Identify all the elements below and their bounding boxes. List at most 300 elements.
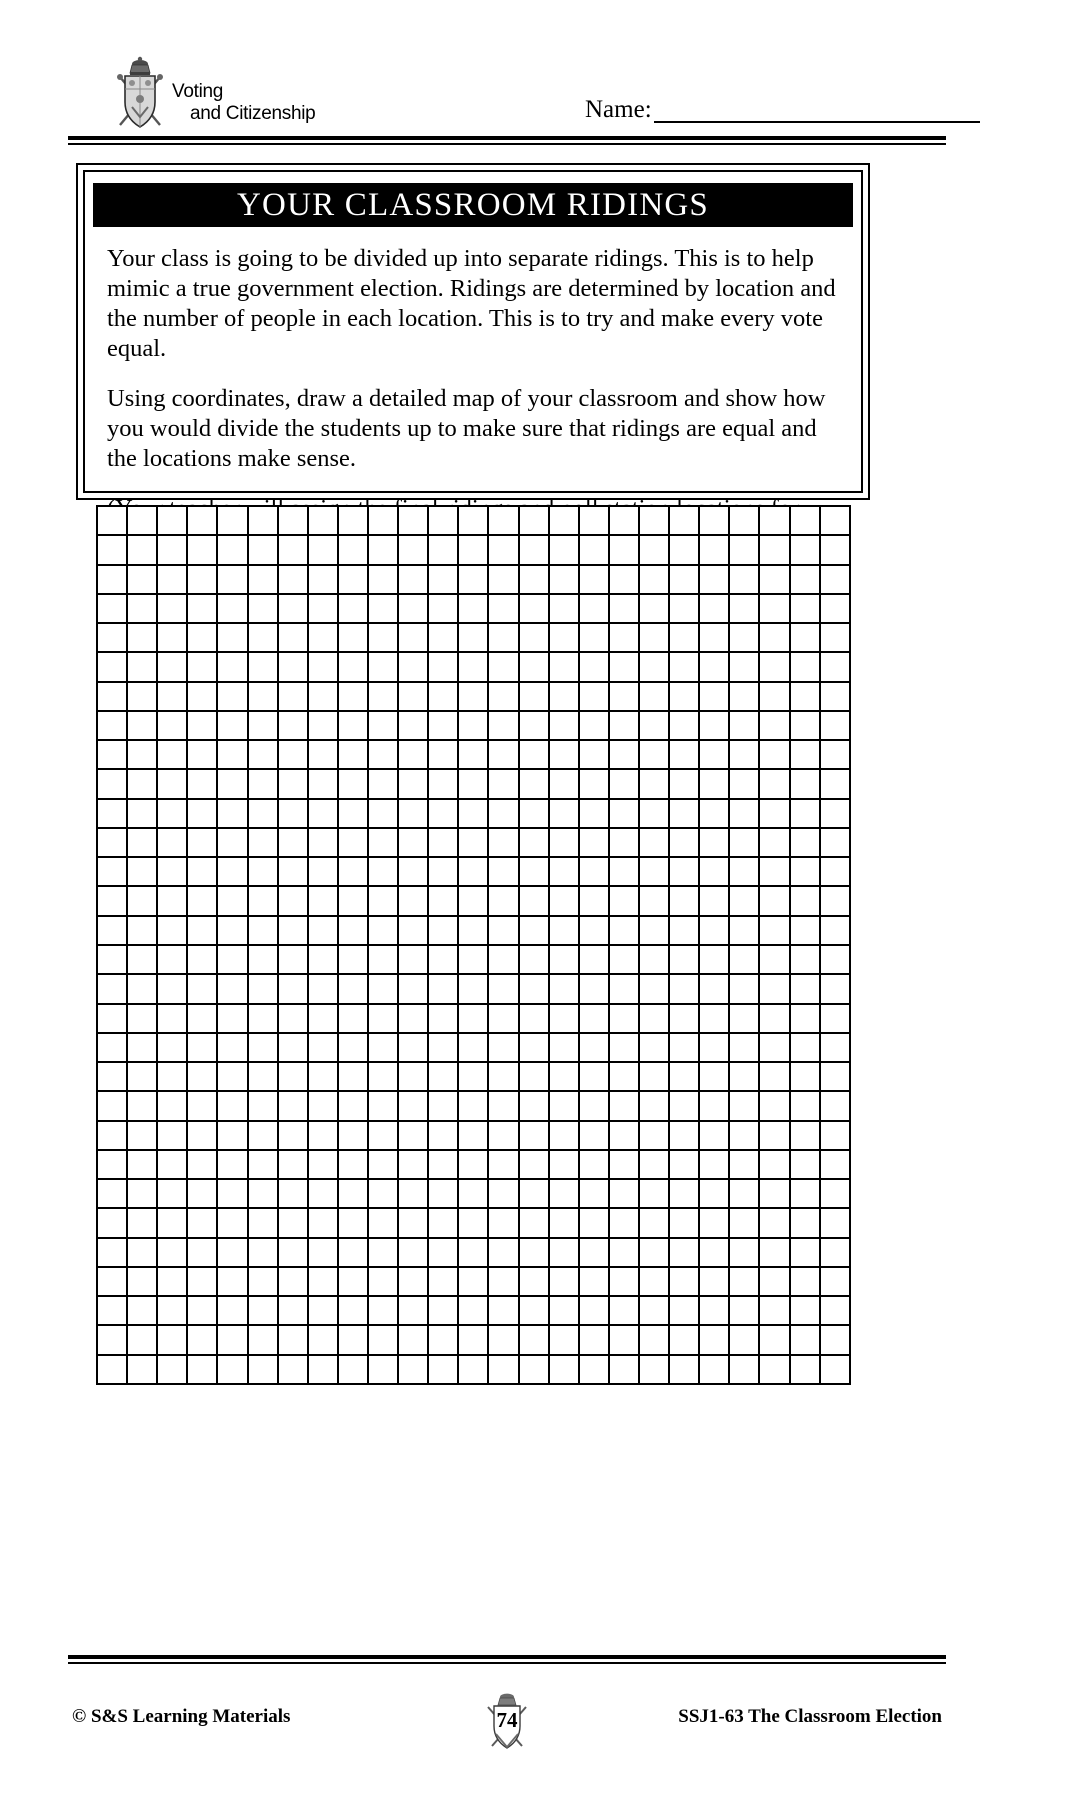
grid-cell[interactable]	[157, 1121, 187, 1150]
grid-cell[interactable]	[519, 799, 549, 828]
grid-cell[interactable]	[579, 799, 609, 828]
grid-cell[interactable]	[278, 769, 308, 798]
grid-cell[interactable]	[820, 828, 850, 857]
grid-cell[interactable]	[579, 857, 609, 886]
grid-cell[interactable]	[248, 740, 278, 769]
grid-cell[interactable]	[428, 1121, 458, 1150]
grid-cell[interactable]	[338, 945, 368, 974]
grid-cell[interactable]	[278, 1179, 308, 1208]
grid-cell[interactable]	[729, 565, 759, 594]
grid-cell[interactable]	[549, 1004, 579, 1033]
grid-cell[interactable]	[820, 857, 850, 886]
grid-cell[interactable]	[157, 857, 187, 886]
grid-cell[interactable]	[278, 1150, 308, 1179]
grid-cell[interactable]	[729, 916, 759, 945]
grid-cell[interactable]	[669, 799, 699, 828]
grid-cell[interactable]	[729, 1033, 759, 1062]
grid-cell[interactable]	[458, 1004, 488, 1033]
grid-cell[interactable]	[97, 916, 127, 945]
grid-cell[interactable]	[579, 1296, 609, 1325]
grid-cell[interactable]	[157, 682, 187, 711]
grid-cell[interactable]	[217, 623, 247, 652]
grid-cell[interactable]	[127, 769, 157, 798]
grid-cell[interactable]	[308, 1238, 338, 1267]
grid-cell[interactable]	[820, 1267, 850, 1296]
grid-cell[interactable]	[278, 1238, 308, 1267]
grid-cell[interactable]	[609, 1208, 639, 1237]
grid-cell[interactable]	[729, 828, 759, 857]
grid-cell[interactable]	[187, 799, 217, 828]
grid-cell[interactable]	[488, 886, 518, 915]
grid-cell[interactable]	[639, 1296, 669, 1325]
grid-cell[interactable]	[549, 1267, 579, 1296]
grid-cell[interactable]	[127, 1121, 157, 1150]
grid-cell[interactable]	[549, 623, 579, 652]
grid-cell[interactable]	[97, 506, 127, 535]
grid-cell[interactable]	[699, 1033, 729, 1062]
grid-cell[interactable]	[308, 652, 338, 681]
grid-cell[interactable]	[217, 1238, 247, 1267]
name-input-line[interactable]	[654, 99, 980, 123]
grid-cell[interactable]	[97, 1150, 127, 1179]
grid-cell[interactable]	[248, 1267, 278, 1296]
grid-cell[interactable]	[458, 1033, 488, 1062]
grid-cell[interactable]	[127, 506, 157, 535]
grid-cell[interactable]	[790, 1062, 820, 1091]
grid-cell[interactable]	[759, 594, 789, 623]
grid-cell[interactable]	[428, 769, 458, 798]
grid-cell[interactable]	[248, 974, 278, 1003]
grid-cell[interactable]	[308, 740, 338, 769]
grid-cell[interactable]	[669, 1267, 699, 1296]
grid-cell[interactable]	[549, 682, 579, 711]
grid-cell[interactable]	[669, 535, 699, 564]
grid-cell[interactable]	[699, 506, 729, 535]
grid-cell[interactable]	[308, 711, 338, 740]
grid-cell[interactable]	[488, 623, 518, 652]
grid-cell[interactable]	[428, 740, 458, 769]
grid-cell[interactable]	[428, 1238, 458, 1267]
grid-cell[interactable]	[97, 1325, 127, 1354]
grid-cell[interactable]	[820, 711, 850, 740]
grid-cell[interactable]	[790, 1267, 820, 1296]
grid-cell[interactable]	[157, 828, 187, 857]
grid-cell[interactable]	[609, 1091, 639, 1120]
grid-cell[interactable]	[127, 945, 157, 974]
grid-cell[interactable]	[428, 1150, 458, 1179]
grid-cell[interactable]	[759, 1004, 789, 1033]
grid-cell[interactable]	[519, 1121, 549, 1150]
grid-cell[interactable]	[97, 1238, 127, 1267]
grid-cell[interactable]	[790, 1150, 820, 1179]
grid-cell[interactable]	[338, 1296, 368, 1325]
grid-cell[interactable]	[368, 1091, 398, 1120]
grid-cell[interactable]	[699, 857, 729, 886]
grid-cell[interactable]	[729, 769, 759, 798]
grid-cell[interactable]	[488, 535, 518, 564]
grid-cell[interactable]	[579, 594, 609, 623]
grid-cell[interactable]	[579, 1091, 609, 1120]
grid-cell[interactable]	[639, 1208, 669, 1237]
grid-cell[interactable]	[398, 1238, 428, 1267]
grid-cell[interactable]	[759, 857, 789, 886]
grid-cell[interactable]	[458, 916, 488, 945]
grid-cell[interactable]	[549, 652, 579, 681]
grid-cell[interactable]	[579, 1325, 609, 1354]
grid-cell[interactable]	[549, 1033, 579, 1062]
grid-cell[interactable]	[519, 711, 549, 740]
grid-cell[interactable]	[278, 594, 308, 623]
grid-cell[interactable]	[338, 506, 368, 535]
grid-cell[interactable]	[609, 769, 639, 798]
grid-cell[interactable]	[669, 916, 699, 945]
grid-cell[interactable]	[729, 1208, 759, 1237]
grid-cell[interactable]	[127, 974, 157, 1003]
grid-cell[interactable]	[519, 1267, 549, 1296]
grid-cell[interactable]	[669, 1062, 699, 1091]
grid-cell[interactable]	[790, 740, 820, 769]
grid-cell[interactable]	[609, 916, 639, 945]
grid-cell[interactable]	[428, 1091, 458, 1120]
grid-cell[interactable]	[639, 652, 669, 681]
grid-cell[interactable]	[488, 1355, 518, 1384]
grid-cell[interactable]	[820, 682, 850, 711]
grid-cell[interactable]	[699, 1238, 729, 1267]
grid-cell[interactable]	[187, 1296, 217, 1325]
grid-cell[interactable]	[699, 1267, 729, 1296]
grid-cell[interactable]	[820, 506, 850, 535]
grid-cell[interactable]	[428, 565, 458, 594]
grid-cell[interactable]	[398, 1004, 428, 1033]
grid-cell[interactable]	[759, 1121, 789, 1150]
grid-cell[interactable]	[458, 1325, 488, 1354]
grid-cell[interactable]	[820, 769, 850, 798]
grid-cell[interactable]	[217, 769, 247, 798]
grid-cell[interactable]	[368, 916, 398, 945]
grid-cell[interactable]	[820, 799, 850, 828]
grid-cell[interactable]	[790, 945, 820, 974]
grid-cell[interactable]	[488, 916, 518, 945]
grid-cell[interactable]	[579, 1238, 609, 1267]
grid-cell[interactable]	[278, 857, 308, 886]
grid-cell[interactable]	[669, 828, 699, 857]
grid-cell[interactable]	[579, 1062, 609, 1091]
grid-cell[interactable]	[217, 945, 247, 974]
grid-cell[interactable]	[458, 535, 488, 564]
grid-cell[interactable]	[248, 652, 278, 681]
grid-cell[interactable]	[609, 565, 639, 594]
grid-cell[interactable]	[217, 1208, 247, 1237]
grid-cell[interactable]	[699, 623, 729, 652]
grid-cell[interactable]	[790, 974, 820, 1003]
grid-cell[interactable]	[97, 857, 127, 886]
grid-cell[interactable]	[729, 740, 759, 769]
grid-cell[interactable]	[368, 1062, 398, 1091]
grid-cell[interactable]	[217, 682, 247, 711]
grid-cell[interactable]	[519, 506, 549, 535]
grid-cell[interactable]	[669, 565, 699, 594]
grid-cell[interactable]	[729, 1355, 759, 1384]
grid-cell[interactable]	[97, 740, 127, 769]
grid-cell[interactable]	[368, 1355, 398, 1384]
grid-cell[interactable]	[278, 506, 308, 535]
grid-cell[interactable]	[609, 711, 639, 740]
grid-cell[interactable]	[368, 623, 398, 652]
grid-cell[interactable]	[428, 594, 458, 623]
grid-cell[interactable]	[187, 857, 217, 886]
grid-cell[interactable]	[759, 1238, 789, 1267]
grid-cell[interactable]	[639, 682, 669, 711]
grid-cell[interactable]	[278, 916, 308, 945]
grid-cell[interactable]	[609, 740, 639, 769]
grid-cell[interactable]	[217, 652, 247, 681]
grid-cell[interactable]	[157, 594, 187, 623]
grid-cell[interactable]	[398, 623, 428, 652]
grid-cell[interactable]	[639, 594, 669, 623]
grid-cell[interactable]	[488, 1179, 518, 1208]
grid-cell[interactable]	[428, 652, 458, 681]
grid-cell[interactable]	[308, 506, 338, 535]
grid-cell[interactable]	[308, 1325, 338, 1354]
grid-cell[interactable]	[790, 769, 820, 798]
grid-cell[interactable]	[669, 711, 699, 740]
grid-cell[interactable]	[639, 1033, 669, 1062]
grid-cell[interactable]	[579, 711, 609, 740]
grid-cell[interactable]	[759, 506, 789, 535]
grid-cell[interactable]	[759, 1296, 789, 1325]
grid-cell[interactable]	[338, 799, 368, 828]
grid-cell[interactable]	[669, 740, 699, 769]
grid-cell[interactable]	[488, 1267, 518, 1296]
grid-cell[interactable]	[127, 1325, 157, 1354]
grid-cell[interactable]	[278, 682, 308, 711]
grid-cell[interactable]	[790, 711, 820, 740]
grid-cell[interactable]	[248, 769, 278, 798]
grid-cell[interactable]	[398, 1208, 428, 1237]
grid-cell[interactable]	[820, 1150, 850, 1179]
grid-cell[interactable]	[820, 1325, 850, 1354]
grid-cell[interactable]	[278, 1062, 308, 1091]
grid-cell[interactable]	[699, 886, 729, 915]
grid-cell[interactable]	[759, 1325, 789, 1354]
grid-cell[interactable]	[338, 1267, 368, 1296]
grid-cell[interactable]	[187, 594, 217, 623]
grid-cell[interactable]	[519, 945, 549, 974]
grid-cell[interactable]	[278, 886, 308, 915]
grid-cell[interactable]	[759, 1179, 789, 1208]
grid-cell[interactable]	[549, 1179, 579, 1208]
grid-cell[interactable]	[368, 711, 398, 740]
grid-cell[interactable]	[458, 886, 488, 915]
grid-cell[interactable]	[458, 1296, 488, 1325]
grid-cell[interactable]	[639, 1062, 669, 1091]
grid-cell[interactable]	[759, 769, 789, 798]
grid-cell[interactable]	[519, 886, 549, 915]
grid-cell[interactable]	[398, 1296, 428, 1325]
grid-cell[interactable]	[639, 535, 669, 564]
grid-cell[interactable]	[278, 1033, 308, 1062]
grid-cell[interactable]	[308, 594, 338, 623]
grid-cell[interactable]	[127, 916, 157, 945]
grid-cell[interactable]	[278, 565, 308, 594]
grid-cell[interactable]	[458, 1267, 488, 1296]
grid-cell[interactable]	[248, 1208, 278, 1237]
grid-cell[interactable]	[398, 1267, 428, 1296]
grid-cell[interactable]	[308, 565, 338, 594]
grid-cell[interactable]	[368, 594, 398, 623]
grid-cell[interactable]	[398, 1121, 428, 1150]
grid-cell[interactable]	[488, 1091, 518, 1120]
grid-cell[interactable]	[157, 1355, 187, 1384]
grid-cell[interactable]	[549, 1238, 579, 1267]
grid-cell[interactable]	[458, 740, 488, 769]
grid-cell[interactable]	[639, 769, 669, 798]
grid-cell[interactable]	[248, 1296, 278, 1325]
grid-cell[interactable]	[458, 565, 488, 594]
grid-cell[interactable]	[609, 1033, 639, 1062]
grid-cell[interactable]	[458, 1121, 488, 1150]
grid-cell[interactable]	[398, 565, 428, 594]
grid-cell[interactable]	[488, 594, 518, 623]
grid-cell[interactable]	[759, 974, 789, 1003]
grid-cell[interactable]	[579, 945, 609, 974]
grid-cell[interactable]	[488, 1208, 518, 1237]
grid-cell[interactable]	[669, 1091, 699, 1120]
grid-cell[interactable]	[278, 1267, 308, 1296]
grid-cell[interactable]	[217, 565, 247, 594]
grid-cell[interactable]	[639, 623, 669, 652]
grid-cell[interactable]	[790, 623, 820, 652]
grid-cell[interactable]	[519, 1296, 549, 1325]
grid-cell[interactable]	[217, 916, 247, 945]
grid-cell[interactable]	[729, 682, 759, 711]
grid-cell[interactable]	[729, 1296, 759, 1325]
grid-cell[interactable]	[519, 1238, 549, 1267]
grid-cell[interactable]	[820, 1179, 850, 1208]
grid-cell[interactable]	[398, 916, 428, 945]
grid-cell[interactable]	[187, 974, 217, 1003]
grid-cell[interactable]	[549, 535, 579, 564]
grid-cell[interactable]	[278, 1325, 308, 1354]
grid-cell[interactable]	[157, 974, 187, 1003]
grid-cell[interactable]	[579, 623, 609, 652]
grid-cell[interactable]	[579, 974, 609, 1003]
grid-cell[interactable]	[458, 1091, 488, 1120]
grid-cell[interactable]	[820, 1296, 850, 1325]
grid-cell[interactable]	[248, 1179, 278, 1208]
grid-cell[interactable]	[820, 1121, 850, 1150]
grid-cell[interactable]	[217, 535, 247, 564]
grid-cell[interactable]	[820, 886, 850, 915]
grid-cell[interactable]	[368, 1296, 398, 1325]
grid-cell[interactable]	[97, 1121, 127, 1150]
grid-cell[interactable]	[428, 711, 458, 740]
grid-cell[interactable]	[338, 769, 368, 798]
grid-cell[interactable]	[338, 535, 368, 564]
grid-cell[interactable]	[519, 652, 549, 681]
grid-cell[interactable]	[308, 682, 338, 711]
grid-cell[interactable]	[368, 682, 398, 711]
grid-cell[interactable]	[248, 1091, 278, 1120]
grid-cell[interactable]	[488, 974, 518, 1003]
grid-cell[interactable]	[639, 1121, 669, 1150]
grid-cell[interactable]	[127, 1208, 157, 1237]
grid-cell[interactable]	[639, 1091, 669, 1120]
grid-cell[interactable]	[729, 799, 759, 828]
grid-cell[interactable]	[729, 1179, 759, 1208]
grid-cell[interactable]	[699, 535, 729, 564]
grid-cell[interactable]	[549, 711, 579, 740]
grid-cell[interactable]	[428, 974, 458, 1003]
grid-cell[interactable]	[308, 857, 338, 886]
grid-cell[interactable]	[187, 1091, 217, 1120]
grid-cell[interactable]	[187, 769, 217, 798]
grid-cell[interactable]	[669, 769, 699, 798]
grid-cell[interactable]	[759, 945, 789, 974]
grid-cell[interactable]	[368, 1150, 398, 1179]
grid-cell[interactable]	[609, 799, 639, 828]
grid-cell[interactable]	[187, 1004, 217, 1033]
grid-cell[interactable]	[488, 828, 518, 857]
grid-cell[interactable]	[790, 1325, 820, 1354]
grid-cell[interactable]	[759, 828, 789, 857]
grid-cell[interactable]	[97, 1355, 127, 1384]
grid-cell[interactable]	[699, 974, 729, 1003]
grid-cell[interactable]	[458, 799, 488, 828]
grid-cell[interactable]	[428, 886, 458, 915]
grid-cell[interactable]	[127, 799, 157, 828]
grid-cell[interactable]	[428, 1033, 458, 1062]
grid-cell[interactable]	[699, 799, 729, 828]
grid-cell[interactable]	[729, 886, 759, 915]
grid-cell[interactable]	[729, 1121, 759, 1150]
grid-cell[interactable]	[609, 828, 639, 857]
grid-cell[interactable]	[338, 711, 368, 740]
grid-cell[interactable]	[157, 1208, 187, 1237]
grid-cell[interactable]	[217, 799, 247, 828]
grid-cell[interactable]	[639, 945, 669, 974]
grid-cell[interactable]	[398, 1179, 428, 1208]
grid-cell[interactable]	[458, 652, 488, 681]
grid-cell[interactable]	[488, 1062, 518, 1091]
grid-cell[interactable]	[790, 1179, 820, 1208]
grid-cell[interactable]	[187, 535, 217, 564]
grid-cell[interactable]	[398, 857, 428, 886]
grid-cell[interactable]	[127, 828, 157, 857]
grid-cell[interactable]	[308, 886, 338, 915]
grid-cell[interactable]	[368, 886, 398, 915]
grid-cell[interactable]	[820, 594, 850, 623]
grid-cell[interactable]	[157, 945, 187, 974]
grid-cell[interactable]	[729, 506, 759, 535]
grid-cell[interactable]	[699, 1121, 729, 1150]
grid-cell[interactable]	[759, 1033, 789, 1062]
grid-cell[interactable]	[519, 1004, 549, 1033]
grid-cell[interactable]	[759, 886, 789, 915]
grid-cell[interactable]	[338, 1121, 368, 1150]
grid-cell[interactable]	[639, 1238, 669, 1267]
grid-cell[interactable]	[398, 740, 428, 769]
grid-cell[interactable]	[428, 1208, 458, 1237]
grid-cell[interactable]	[157, 1091, 187, 1120]
grid-cell[interactable]	[729, 1238, 759, 1267]
grid-cell[interactable]	[217, 1179, 247, 1208]
grid-cell[interactable]	[759, 1150, 789, 1179]
grid-cell[interactable]	[278, 1296, 308, 1325]
grid-cell[interactable]	[820, 623, 850, 652]
grid-cell[interactable]	[398, 828, 428, 857]
grid-cell[interactable]	[579, 1033, 609, 1062]
